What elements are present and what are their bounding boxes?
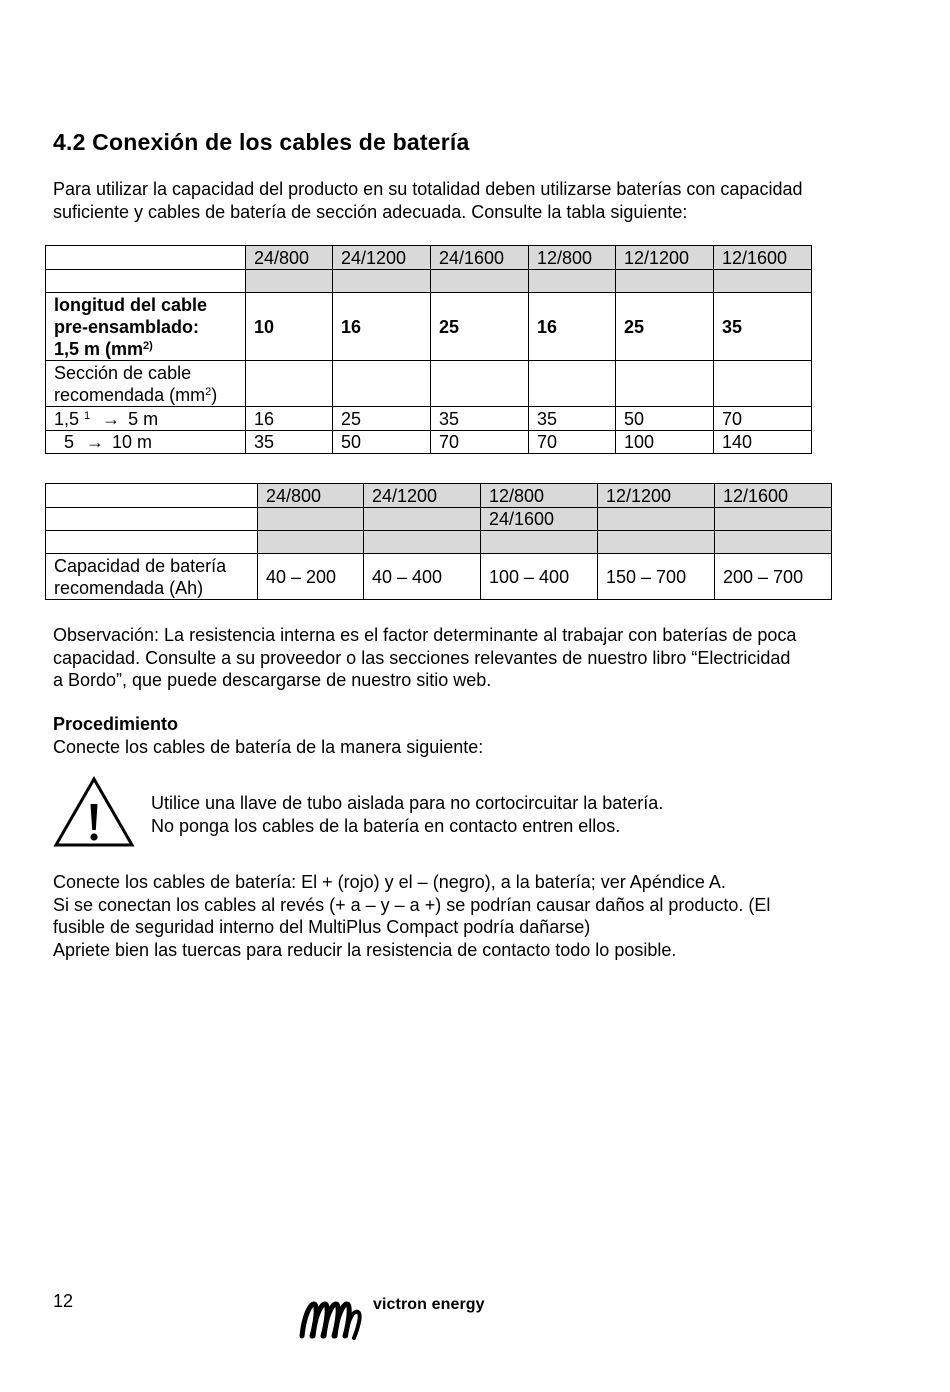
table1-cable-value: 16 (333, 293, 431, 361)
cable-section-table (45, 245, 812, 454)
procedure-intro: Conecte los cables de batería de la manera siguiente: (53, 736, 484, 757)
table1-corner-cell (46, 246, 246, 270)
table1-cable-value: 25 (616, 293, 714, 361)
table2-header-row (46, 484, 832, 508)
procedure-block (53, 713, 483, 758)
table1-header-cell: 24/1200 (333, 246, 431, 270)
table1-value-cell: 25 (333, 407, 431, 431)
table2-capacity-value: 40 – 400 (364, 554, 481, 600)
table1-value-cell: 35 (529, 407, 616, 431)
step-line: fusible de seguridad interno del MultiPlus Compact podría dañarse) (53, 917, 591, 937)
victron-logo-icon (296, 1296, 368, 1344)
table1-value-cell: 50 (616, 407, 714, 431)
table1-header-cell: 12/1600 (714, 246, 812, 270)
warning-icon (53, 776, 135, 848)
observation-line: Observación: La resistencia interna es el factor determinante al trabajar con baterías de poca (53, 625, 797, 645)
table1-value-cell: 70 (431, 431, 529, 454)
table1-empty-cell (333, 361, 431, 407)
table1-header-cell: 12/800 (529, 246, 616, 270)
table2-blank-cell (258, 508, 364, 531)
cable-label-text: 1,5 m (mm (54, 338, 144, 359)
table2-capacity-value: 40 – 200 (258, 554, 364, 600)
table1-blank-cell (529, 270, 616, 293)
table2-blank-cell (364, 531, 481, 554)
warning-line: No ponga los cables de la batería en contacto entren ellos. (151, 815, 621, 836)
table1-empty-cell (529, 361, 616, 407)
table1-length-label (46, 407, 246, 431)
table1-empty-cell (246, 361, 333, 407)
step-line: Si se conectan los cables al revés (+ a – y – a +) se podrían causar daños al producto. (El (53, 894, 771, 915)
warning-text (151, 792, 663, 837)
table2-header-cell: 12/1600 (715, 484, 832, 508)
table1-value-cell: 35 (431, 407, 529, 431)
table2-blank-cell (46, 531, 258, 554)
length-to: 10 m (112, 432, 153, 452)
table1-empty-cell (616, 361, 714, 407)
table2-subheader-cell: 24/1600 (481, 508, 598, 531)
table2-blank-cell (598, 531, 715, 554)
procedure-heading: Procedimiento (53, 714, 179, 734)
table1-blank-cell (431, 270, 529, 293)
table1-value-cell: 100 (616, 431, 714, 454)
table1-length-row (46, 431, 812, 454)
table1-blank-cell (616, 270, 714, 293)
table1-cable-value: 25 (431, 293, 529, 361)
arrow-right-icon: → (102, 408, 121, 429)
intro-paragraph (53, 178, 802, 223)
length-to: 5 m (128, 408, 159, 429)
intro-line-2: suficiente y cables de batería de sección adecuada. Consulte la tabla siguiente: (53, 201, 688, 222)
table1-value-cell: 50 (333, 431, 431, 454)
table1-value-cell: 70 (714, 407, 812, 431)
table1-section-row (46, 361, 812, 407)
warning-line: Utilice una llave de tubo aislada para no cortocircuitar la batería. (151, 793, 664, 813)
table1-empty-cell (431, 361, 529, 407)
table2-blank-cell (481, 531, 598, 554)
table2-blank-cell (258, 531, 364, 554)
table2-header-cell: 12/1200 (598, 484, 715, 508)
arrow-right-icon: → (86, 432, 105, 452)
table1-blank-cell (333, 270, 431, 293)
table2-blank-cell (715, 508, 832, 531)
table1-value-cell: 140 (714, 431, 812, 454)
table2-capacity-value: 150 – 700 (598, 554, 715, 600)
section-label-text: recomendada (mm (54, 384, 206, 405)
table1-section-label (46, 361, 246, 407)
table1-header-cell: 24/800 (246, 246, 333, 270)
table1-empty-cell (714, 361, 812, 407)
length-from: 5 (64, 432, 75, 452)
table2-blank-cell (46, 508, 258, 531)
table1-header-row (46, 246, 812, 270)
table2-capacity-value: 200 – 700 (715, 554, 832, 600)
table2-blank-cell (715, 531, 832, 554)
table2-header-cell: 24/1200 (364, 484, 481, 508)
cable-label-sup: 2) (143, 339, 153, 352)
table1-cable-label (46, 293, 246, 361)
table2-capacity-row (46, 554, 832, 600)
table2-capacity-value: 100 – 400 (481, 554, 598, 600)
steps-paragraph (53, 871, 770, 961)
section-label-line: Sección de cable (54, 362, 192, 383)
table1-cable-value: 10 (246, 293, 333, 361)
brand-name: victron energy (373, 1296, 485, 1313)
section-title: 4.2 Conexión de los cables de batería (53, 129, 470, 155)
section-label-line (54, 384, 237, 406)
table1-value-cell: 70 (529, 431, 616, 454)
table2-corner-cell (46, 484, 258, 508)
table2-blank-cell (364, 508, 481, 531)
section-label-end: ) (211, 384, 218, 405)
table2-blank-row (46, 531, 832, 554)
cable-label-line: longitud del cable (54, 294, 208, 315)
table1-value-cell: 16 (246, 407, 333, 431)
table1-blank-cell (714, 270, 812, 293)
table1-value-cell: 35 (246, 431, 333, 454)
table1-length-label (46, 431, 246, 454)
length-from: 1,5 (54, 408, 80, 429)
table2-subheader-row (46, 508, 832, 531)
table2-header-cell: 24/800 (258, 484, 364, 508)
section-label-sup: 2 (205, 385, 212, 398)
table2-blank-cell (598, 508, 715, 531)
capacity-label-line: Capacidad de batería (54, 555, 227, 576)
cable-label-line: pre-ensamblado: (54, 316, 200, 337)
table1-length-row (46, 407, 812, 431)
step-line: Apriete bien las tuercas para reducir la resistencia de contacto todo lo posible. (53, 939, 677, 960)
battery-capacity-table (45, 483, 832, 600)
table1-cable-value: 35 (714, 293, 812, 361)
table1-blank-cell (46, 270, 246, 293)
observation-paragraph (53, 624, 796, 692)
table2-capacity-label (46, 554, 258, 600)
table1-cable-row (46, 293, 812, 361)
table1-cable-value: 16 (529, 293, 616, 361)
observation-line: capacidad. Consulte a su proveedor o las secciones relevantes de nuestro libro “Electricidad (53, 647, 791, 668)
cable-label-line (54, 338, 237, 360)
table2-header-cell: 12/800 (481, 484, 598, 508)
table1-header-cell: 12/1200 (616, 246, 714, 270)
table1-header-cell: 24/1600 (431, 246, 529, 270)
step-line: Conecte los cables de batería: El + (rojo) y el – (negro), a la batería; ver Apéndice A. (53, 872, 726, 892)
table1-blank-row (46, 270, 812, 293)
capacity-label-line: recomendada (Ah) (54, 577, 204, 598)
length-sup: 1 (84, 409, 91, 422)
intro-line-1: Para utilizar la capacidad del producto en su totalidad deben utilizarse baterías con capacidad (53, 179, 803, 199)
observation-line: a Bordo”, que puede descargarse de nuestro sitio web. (53, 670, 492, 690)
table1-blank-cell (246, 270, 333, 293)
page-number: 12 (53, 1291, 74, 1311)
